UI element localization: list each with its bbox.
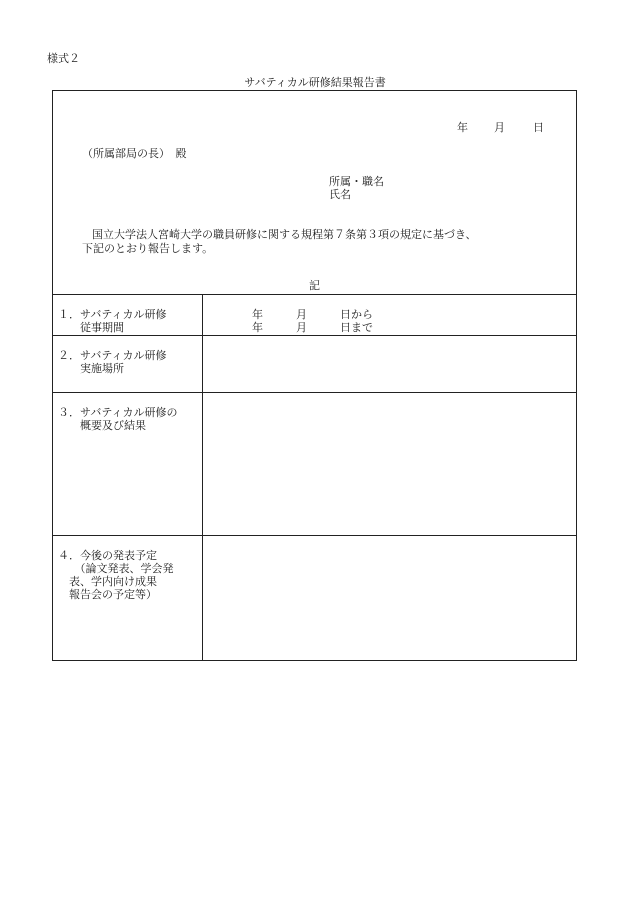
ki-heading: 記 <box>309 279 320 292</box>
row-divider-1 <box>53 335 576 336</box>
column-divider <box>202 294 203 660</box>
period-from-field: 年 月 日から <box>252 308 373 321</box>
name-label: 氏名 <box>329 188 351 201</box>
addressee-line: （所属部局の長） 殿 <box>82 147 187 160</box>
report-statement-line-2: 下記のとおり報告します。 <box>82 242 214 255</box>
date-year-label: 年 <box>457 121 468 134</box>
affiliation-label: 所属・職名 <box>329 175 384 188</box>
row-label-location: ２．サバティカル研修 実施場所 <box>58 349 167 375</box>
table-top-divider <box>53 294 576 295</box>
report-statement-line-1: 国立大学法人宮崎大学の職員研修に関する規程第７条第３項の規定に基づき、 <box>92 228 477 241</box>
row-label-summary: ３．サバティカル研修の 概要及び結果 <box>58 406 178 432</box>
report-form-frame <box>52 90 577 661</box>
row-label-future-presentations: ４．今後の発表予定 （論文発表、学会発 表、学内向け成果 報告会の予定等） <box>58 549 174 601</box>
date-day-label: 日 <box>533 121 544 134</box>
period-to-field: 年 月 日まで <box>252 321 373 334</box>
row-divider-2 <box>53 392 576 393</box>
date-month-label: 月 <box>494 121 505 134</box>
form-number-label: 様式２ <box>47 52 80 65</box>
row-divider-3 <box>53 535 576 536</box>
document-title: サバティカル研修結果報告書 <box>244 76 386 89</box>
row-label-period: １．サバティカル研修 従事期間 <box>58 308 167 334</box>
